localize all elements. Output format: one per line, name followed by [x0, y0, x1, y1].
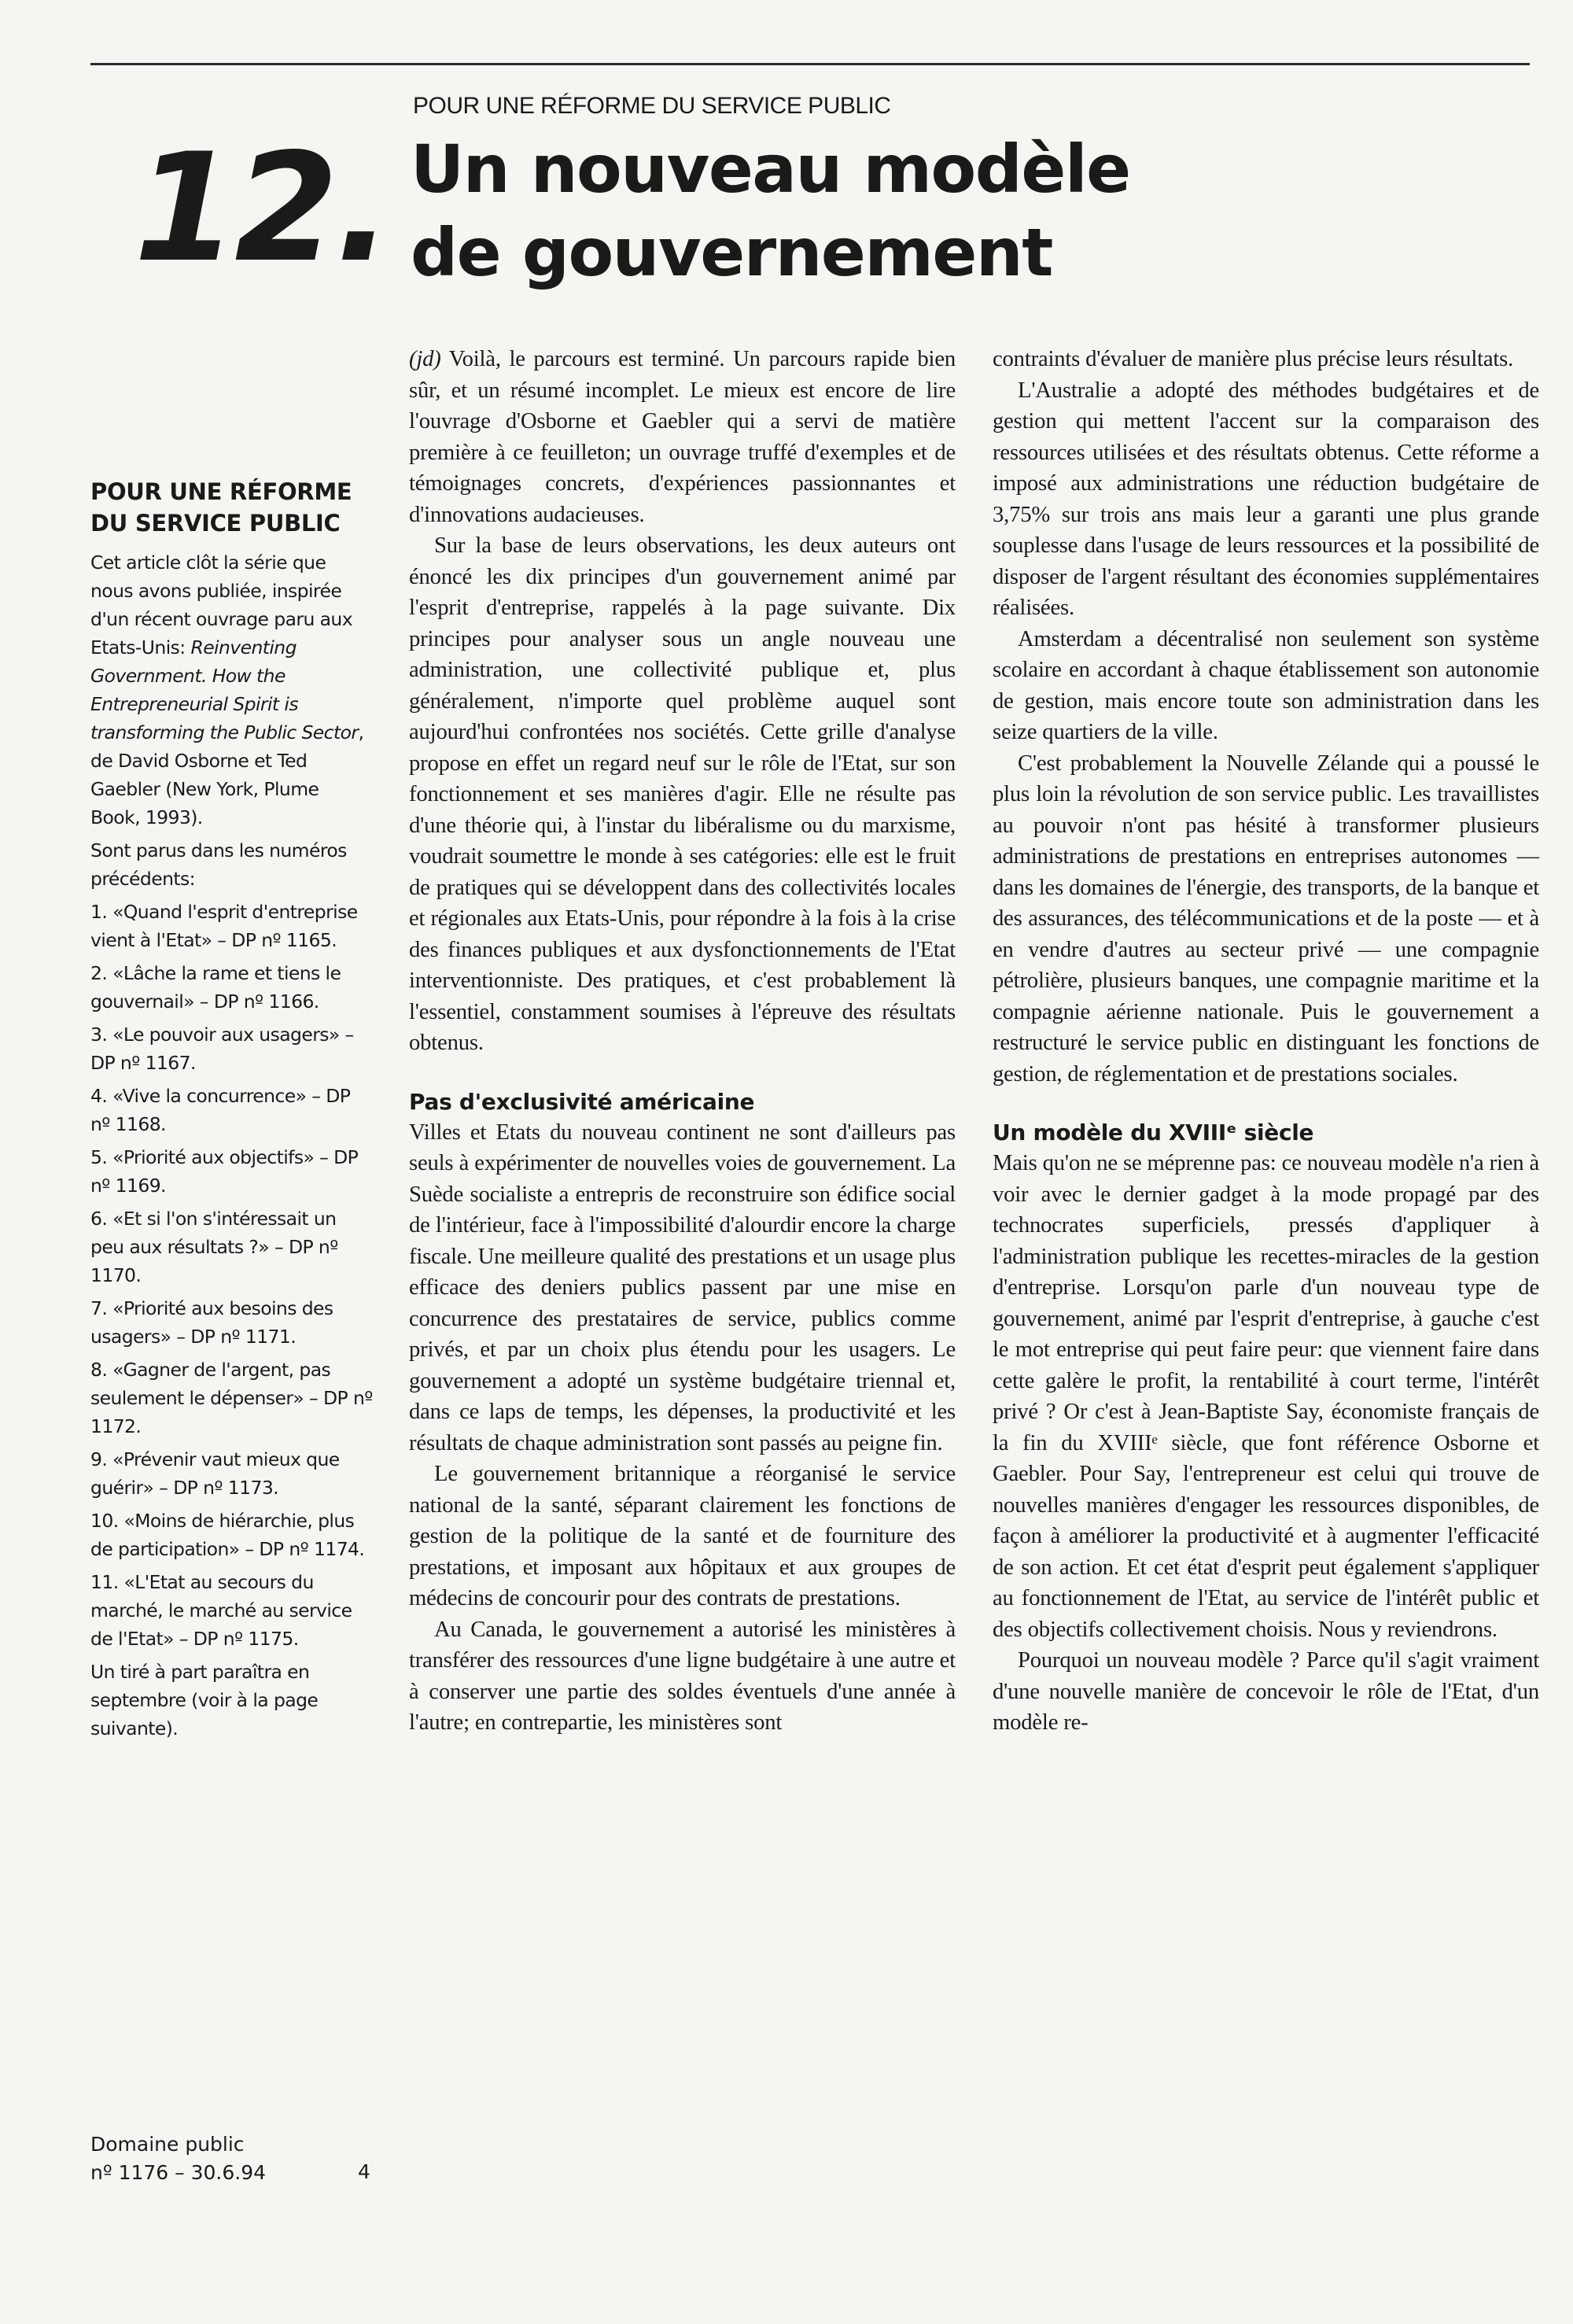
sidebar-intro-end: , de David Osborne et Ted Gaebler (New York, Plume Book, 1993). — [90, 721, 364, 828]
list-item: 3. «Le pouvoir aux usagers» – DP nº 1167. — [90, 1024, 354, 1074]
kicker: POUR UNE RÉFORME DU SERVICE PUBLIC — [413, 93, 891, 119]
page-title — [411, 127, 1130, 294]
article-number: 12. — [134, 121, 389, 295]
publication-name: Domaine public — [90, 2133, 245, 2156]
paragraph: Amsterdam a décentralisé non seulement son système scolaire en accordant à chaque établissement son autonomie de gestion, mais encore toute son administration dans les seize quartiers de la ville. — [993, 625, 1539, 744]
sidebar-intro — [90, 548, 374, 832]
paragraph: Sur la base de leurs observations, les deux auteurs ont énoncé les dix principes d'un gouvernement animé par l'esprit d'entreprise, rappelés à la page suivante. Dix principes pour analyser sous un angle nouveau une administration, une collectivité publique et, plus généralement, n'importe quel problème auquel sont aujourd'hui confrontées nos sociétés. Cette grille d'analyse propose en effet un regard neuf sur le rôle de l'Etat, sur son fonctionnement et ses manières d'agir. Elle ne résulte pas d'une théorie qui, à l'instar du libéralisme ou du marxisme, voudrait soumettre le monde à ses catégories: elle est le fruit de pratiques qui se développent dans des collectivités locales et régionales aux Etats-Unis, pour répondre à la fois à la crise des finances publiques et aux dysfonctionnements de l'Etat interventionniste. Des pratiques, et c'est probablement là l'essentiel, constamment soumises à l'épreuve des résultats obtenus. — [409, 533, 956, 1055]
list-item: 7. «Priorité aux besoins des usagers» – DP nº 1171. — [90, 1297, 333, 1348]
article-column-1 — [409, 344, 956, 1739]
paragraph: L'Australie a adopté des méthodes budgétaires et de gestion qui mettent l'accent sur la comparaison des ressources utilisées et des résultats obtenus. Cette réforme a imposé aux administrations une réduction budgétaire de 3,75% sur trois ans mais leur a garanti une plus grande souplesse dans l'usage de leurs ressources et la possibilité de disposer de l'argent résultant des économies supplémentaires réalisées. — [993, 377, 1539, 620]
title-line-2: de gouvernement — [411, 214, 1052, 291]
footer — [90, 2130, 389, 2187]
paragraph: Le gouvernement britannique a réorganisé le service national de la santé, séparant clairement les fonctions de gestion de la politique de la santé et de fourniture des prestations, et imposant aux hôpitaux et aux groupes de médecins de concourir pour des contrats de prestations. — [409, 1461, 956, 1610]
paragraph: Au Canada, le gouvernement a autorisé les ministères à transférer des ressources d'une ligne budgétaire à une autre et à conserver une partie des soldes éventuels d'une année à l'autre; en contrepartie, les ministères sont — [409, 1616, 956, 1735]
list-item: 8. «Gagner de l'argent, pas seulement le dépenser» – DP nº 1172. — [90, 1359, 373, 1437]
section-heading: Un modèle du XVIIIᵉ siècle — [993, 1120, 1314, 1145]
sidebar-book-title: Reinventing Government. How the Entrepreneurial Spirit is transforming the Public Sector — [90, 636, 359, 743]
list-item: 1. «Quand l'esprit d'entreprise vient à l'Etat» – DP nº 1165. — [90, 901, 358, 951]
paragraph — [409, 344, 956, 530]
section-heading: Pas d'exclusivité américaine — [409, 1088, 755, 1115]
list-item: 11. «L'Etat au secours du marché, le marché au service de l'Etat» – DP nº 1175. — [90, 1571, 352, 1650]
paragraph-text: Voilà, le parcours est terminé. Un parcours rapide bien sûr, et un résumé incomplet. Le mieux est encore de lire l'ouvrage d'Osborne et Gaebler qui a servi de matière première à ce feuilleton; un ouvrage truffé d'exemples et de témoignages concrets, d'expériences passionnantes et d'innovations audacieuses. — [409, 346, 956, 527]
top-rule — [90, 63, 1530, 65]
paragraph: Villes et Etats du nouveau continent ne sont d'ailleurs pas seuls à expérimenter de nouvelles voies de gouvernement. La Suède socialiste a entrepris de reconstruire son édifice social de l'intérieur, face à l'impossibilité d'alourdir encore la charge fiscale. Une meilleure qualité des prestations et un usage plus efficace des deniers publics passent par une mise en concurrence des prestataires de service, publics comme privés, et par un choix plus étendu pour les usagers. Le gouvernement a adopté un système budgétaire triennal et, dans ce laps de temps, les dépenses, la productivité et les résultats de chaque administration sont passés au peigne fin. — [409, 1119, 956, 1455]
list-item: 6. «Et si l'on s'intéressait un peu aux résultats ?» – DP nº 1170. — [90, 1208, 338, 1286]
title-line-1: Un nouveau modèle — [411, 131, 1130, 208]
sidebar-tirage: Un tiré à part paraîtra en septembre (voir à la page suivante). — [90, 1661, 319, 1739]
article-column-2 — [993, 344, 1539, 1739]
sidebar — [90, 476, 374, 1747]
sidebar-heading: POUR UNE RÉFORME DU SERVICE PUBLIC — [90, 478, 352, 537]
paragraph: contraints d'évaluer de manière plus précise leurs résultats. — [993, 346, 1514, 371]
list-item: 4. «Vive la concurrence» – DP nº 1168. — [90, 1085, 351, 1135]
list-item: 10. «Moins de hiérarchie, plus de participation» – DP nº 1174. — [90, 1510, 365, 1560]
byline: (jd) — [409, 346, 441, 371]
list-item: 9. «Prévenir vaut mieux que guérir» – DP nº 1173. — [90, 1448, 340, 1499]
paragraph: C'est probablement la Nouvelle Zélande qui a poussé le plus loin la révolution de son service public. Les travaillistes au pouvoir n'ont pas hésité à transformer plusieurs administrations de prestations en entreprises autonomes — dans les domaines de l'énergie, des transports, de la banque et des assurances, des télécommunications et de la poste — et à en vendre d'autres au secteur privé — une compagnie pétrolière, plusieurs banques, une compagnie maritime et la compagnie aérienne nationale. Puis le gouvernement a restructuré le service public en distinguant les fonctions de gestion, de réglementation et de prestations sociales. — [993, 750, 1539, 1086]
sidebar-list-intro: Sont parus dans les numéros précédents: — [90, 839, 347, 890]
paragraph: Pourquoi un nouveau modèle ? Parce qu'il s'agit vraiment d'une nouvelle manière de concevoir le rôle de l'Etat, d'un modèle re- — [993, 1647, 1539, 1735]
list-item: 2. «Lâche la rame et tiens le gouvernail» – DP nº 1166. — [90, 962, 341, 1013]
page-number: 4 — [358, 2160, 370, 2183]
issue-number: nº 1176 – 30.6.94 — [90, 2161, 267, 2184]
list-item: 5. «Priorité aux objectifs» – DP nº 1169. — [90, 1146, 359, 1197]
paragraph: Mais qu'on ne se méprenne pas: ce nouveau modèle n'a rien à voir avec le dernier gadget à la mode propagé par des technocrates superficiels, pressés d'appliquer à l'administration publique les recettes-miracles de la gestion d'entreprise. Lorsqu'on parle d'un nouveau type de gouvernement, animé par l'esprit d'entreprise, à gauche c'est le mot entreprise qui peut faire peur: que viennent faire dans cette galère le profit, la rentabilité à court terme, l'intérêt privé ? Or c'est à Jean-Baptiste Say, économiste français de la fin du XVIIIᵉ siècle, que font référence Osborne et Gaebler. Pour Say, l'entrepreneur est celui qui trouve de nouvelles manières d'engager les ressources disponibles, de façon à améliorer la productivité et à augmenter l'efficacité de son action. Et cet état d'esprit peut également s'appliquer au fonctionnement de l'Etat, au service de l'intérêt public et des objectifs collectivement choisis. Nous y reviendrons. — [993, 1150, 1539, 1642]
sidebar-intro-text: Cet article clôt la série que nous avons publiée, inspirée d'un récent ouvrage paru aux Etats-Unis: — [90, 551, 353, 658]
previous-issues-list — [90, 898, 374, 1653]
